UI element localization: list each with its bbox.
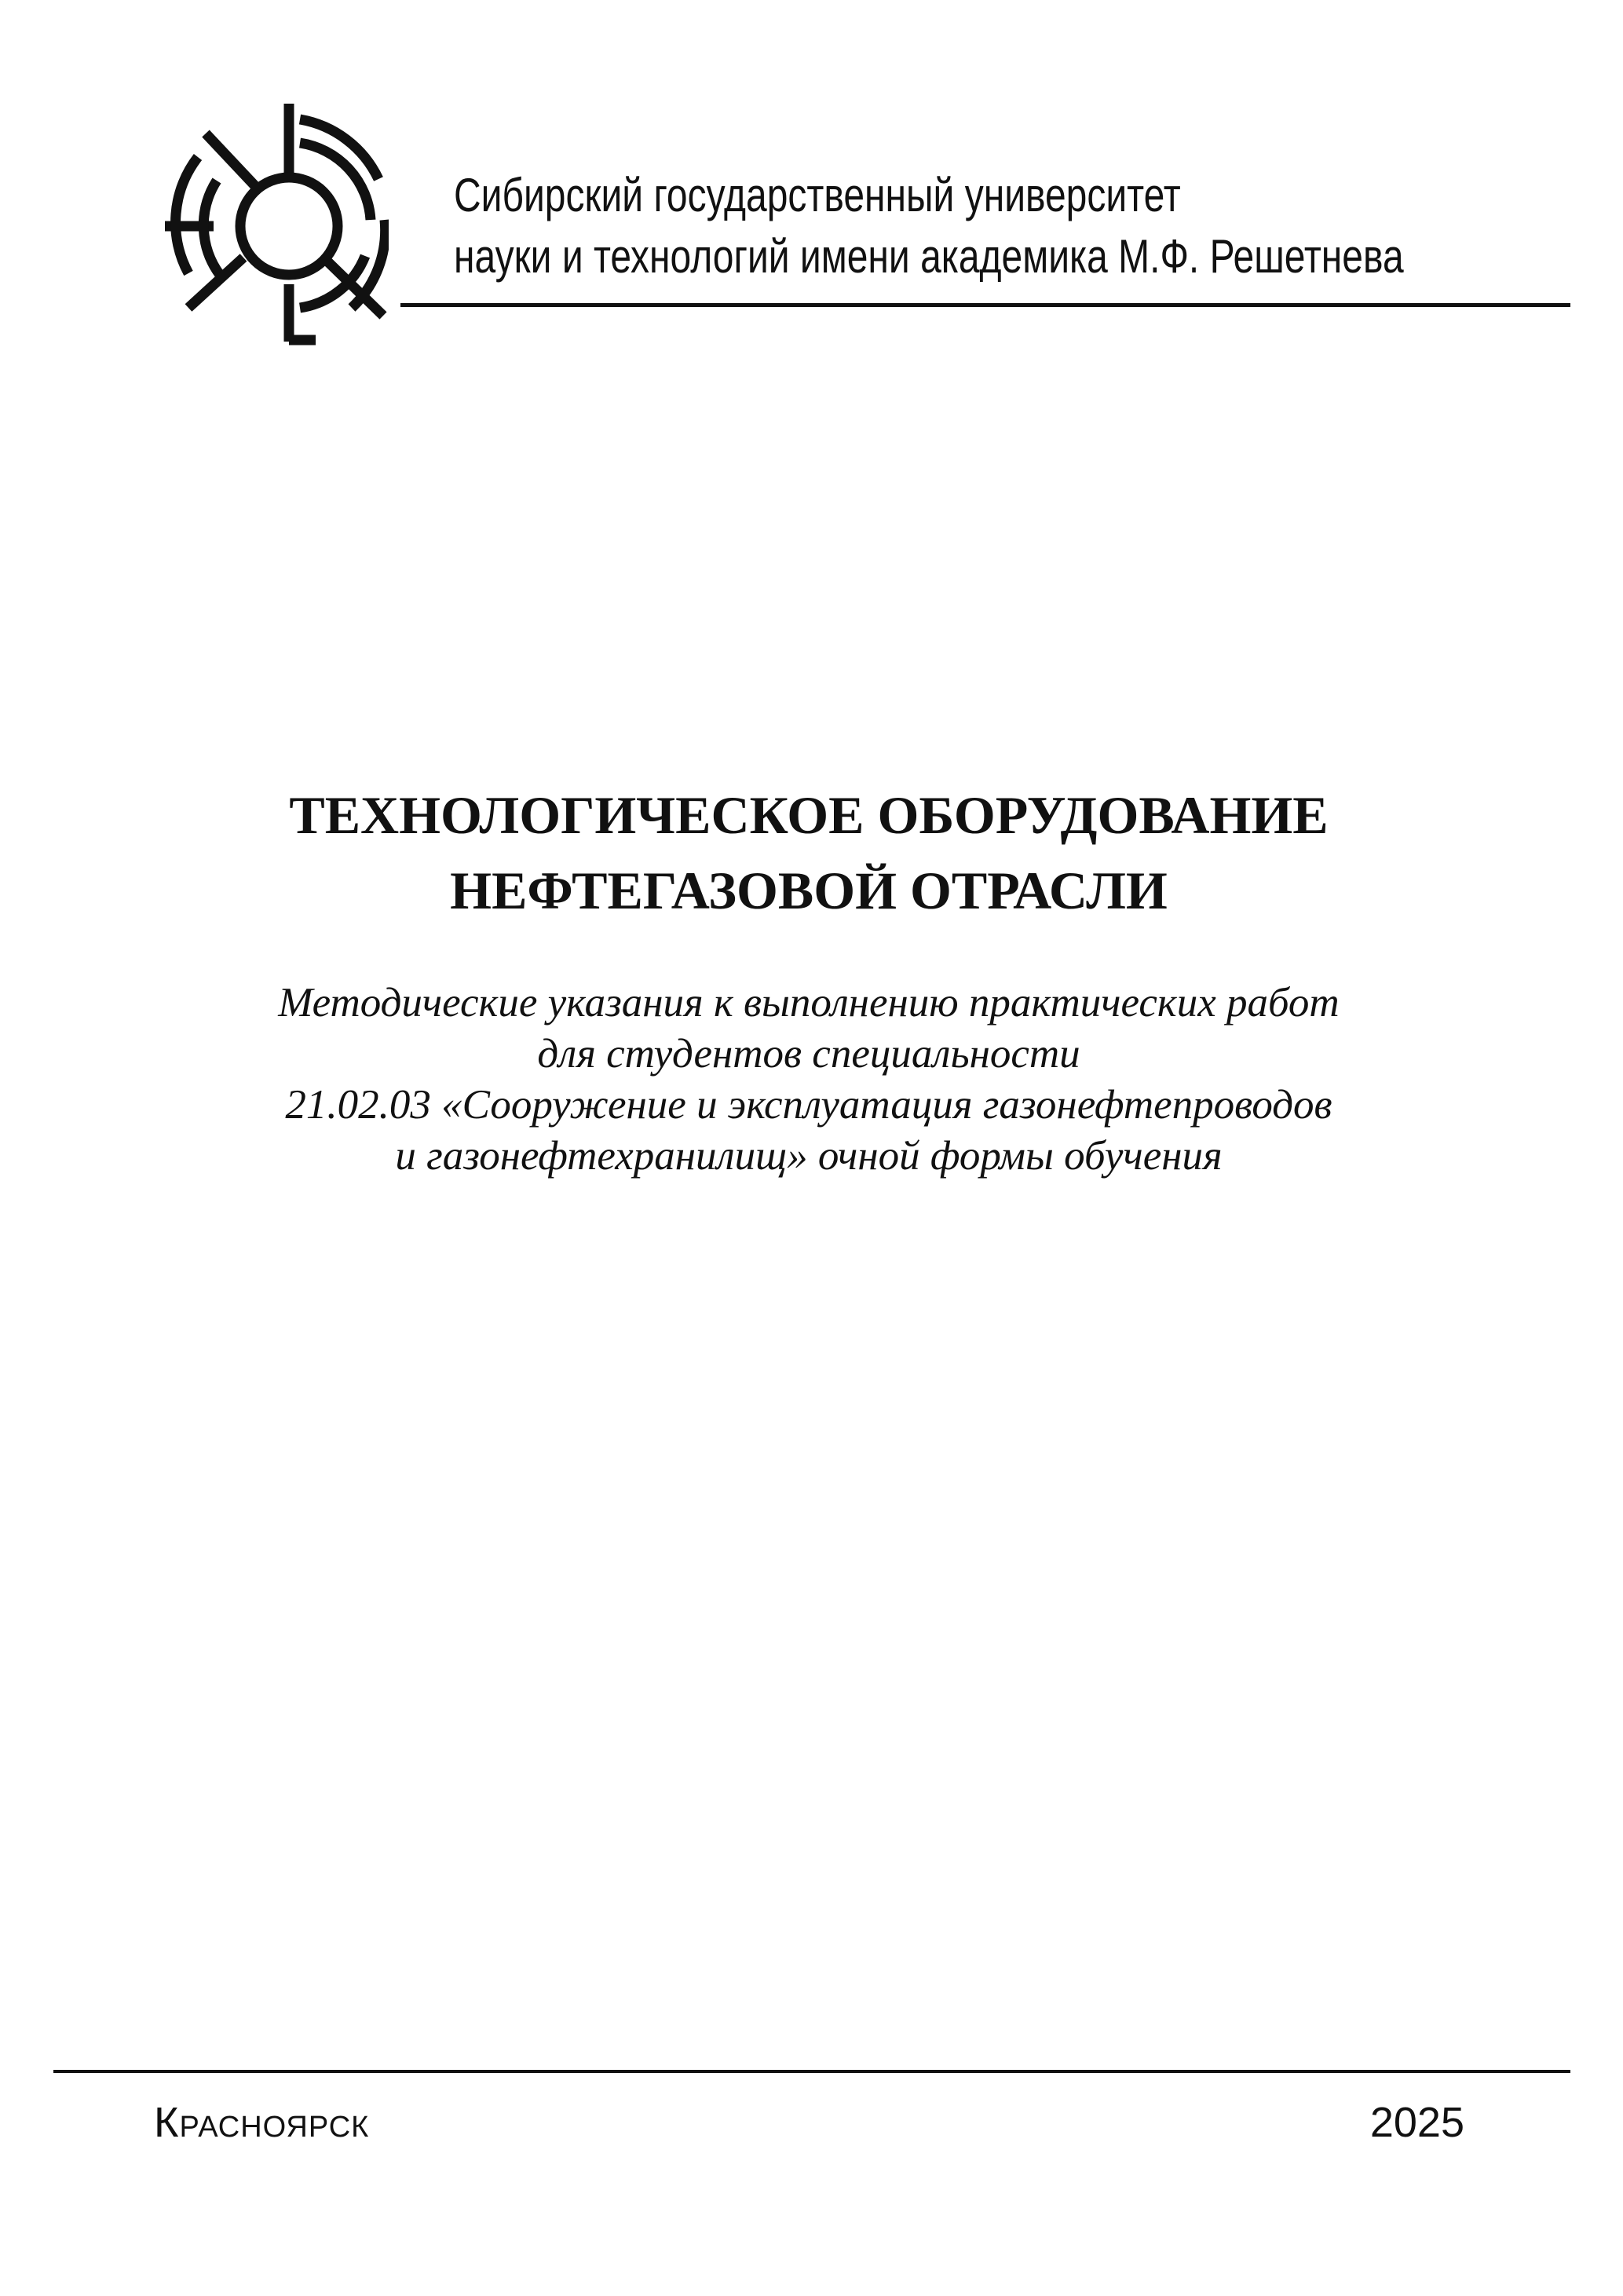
university-name-line-1: Сибирский государственный университет (454, 169, 1181, 221)
subtitle-line-1: Методические указания к выполнению практических работ (278, 980, 1340, 1026)
publication-year: 2025 (1369, 2099, 1464, 2146)
document-title (118, 777, 1500, 928)
publication-city: Красноярск (154, 2099, 370, 2146)
document-subtitle (118, 978, 1500, 1182)
header-divider (400, 303, 1570, 307)
subtitle-line-3: 21.02.03 «Сооружение и эксплуатация газонефтепроводов (285, 1082, 1332, 1128)
university-emblem-icon (165, 102, 389, 345)
subtitle-line-2: для студентов специальности (537, 1031, 1080, 1077)
title-line-1: ТЕХНОЛОГИЧЕСКОЕ ОБОРУДОВАНИЕ (289, 785, 1329, 845)
university-name-line-2: науки и технологий имени академика М.Ф. Решетнева (454, 230, 1404, 283)
subtitle-line-4: и газонефтехранилищ» очной формы обучения (395, 1133, 1223, 1179)
title-line-2: НЕФТЕГАЗОВОЙ ОТРАСЛИ (450, 861, 1168, 920)
footer-divider (53, 2070, 1570, 2073)
university-name (454, 165, 1404, 287)
